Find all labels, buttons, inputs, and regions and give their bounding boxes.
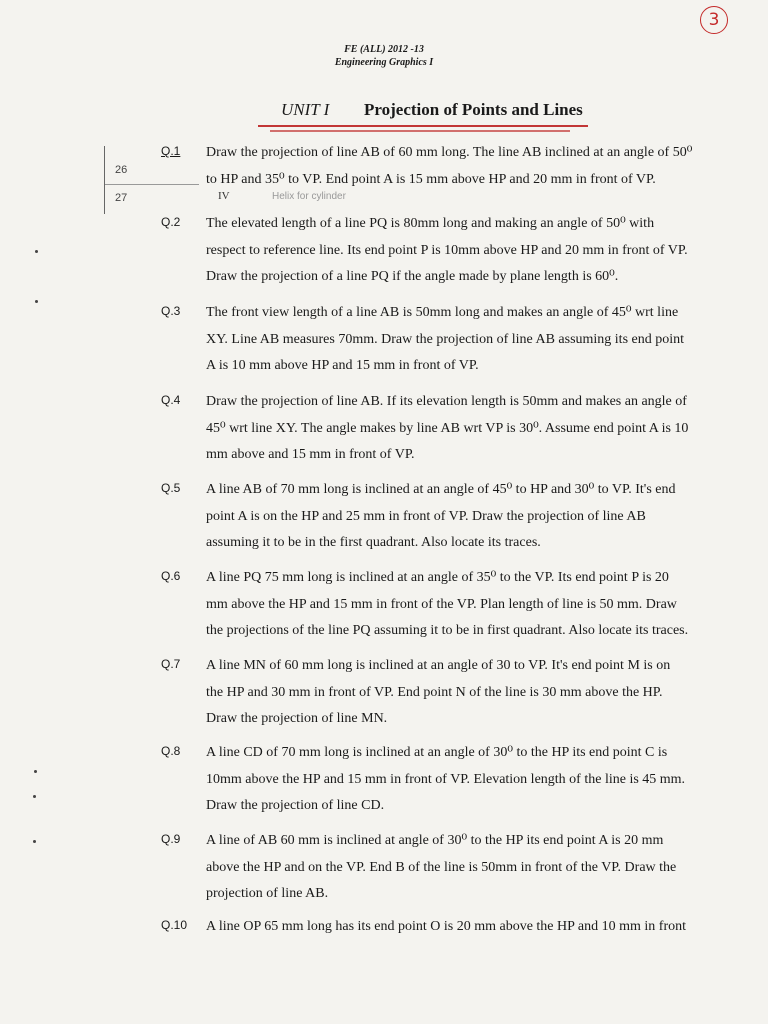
question-number: Q.7 — [161, 657, 181, 671]
question-line: projection of line AB. — [206, 886, 329, 902]
question-line: mm above the HP and 15 mm in front of the VP. Plan length of line is 50 mm. Draw — [206, 596, 677, 612]
question-line: 45⁰ wrt line XY. The angle makes by line AB wrt VP is 30⁰. Assume end point A is 10 — [206, 420, 689, 436]
scan-speck — [35, 300, 38, 303]
question-text — [206, 565, 709, 645]
question-number: Q.10 — [161, 918, 188, 932]
question-line: mm above and 15 mm in front of VP. — [206, 447, 415, 463]
question-number: Q.6 — [161, 569, 181, 583]
question-line: assuming it to be in the first quadrant. Also locate its traces. — [206, 535, 541, 551]
question-line: Draw the projection of a line PQ if the angle made by plane length is 60⁰. — [206, 269, 619, 285]
question-line: The elevated length of a line PQ is 80mm long and making an angle of 50⁰ with — [206, 216, 655, 231]
question-line: respect to reference line. Its end point P is 10mm above HP and 20 mm in front of VP. — [206, 242, 688, 258]
question-line: above the HP and on the VP. End B of the line is 50mm in front of the VP. Draw the — [206, 859, 677, 875]
title-underline-red-2 — [270, 130, 570, 132]
question-line: A line CD of 70 mm long is inclined at an angle of 30⁰ to the HP its end point C is — [206, 745, 668, 760]
question-number: Q.5 — [161, 481, 181, 495]
margin-number-26: 26 — [115, 164, 128, 176]
question-number: Q.8 — [161, 744, 181, 758]
question-line: A line AB of 70 mm long is inclined at an angle of 45⁰ to HP and 30⁰ to VP. It's end — [206, 482, 676, 497]
margin-note-box — [104, 146, 199, 214]
scan-speck — [33, 840, 36, 843]
header-subject: Engineering Graphics I — [334, 57, 434, 68]
margin-roman-iv: IV — [218, 190, 230, 202]
question-number: Q.3 — [161, 304, 181, 318]
question-number: Q.9 — [161, 832, 181, 846]
scan-speck — [34, 770, 37, 773]
question-line: point A is on the HP and 25 mm in front of VP. Draw the projection of line AB — [206, 508, 646, 524]
question-text — [206, 300, 709, 380]
question-line: A line PQ 75 mm long is inclined at an angle of 35⁰ to the VP. Its end point P is 20 — [206, 570, 669, 585]
question-text — [206, 389, 709, 469]
question-line: Draw the projection of line MN. — [206, 711, 388, 727]
question-line: XY. Line AB measures 70mm. Draw the projection of line AB assuming its end point — [206, 331, 685, 347]
question-number: Q.1 — [161, 144, 181, 158]
faint-margin-note: Helix for cylinder — [272, 191, 346, 202]
question-line: the HP and 30 mm in front of VP. End point N of the line is 30 mm above the HP. — [206, 684, 663, 700]
question-text — [206, 211, 709, 291]
question-line: A line OP 65 mm long has its end point O is 20 mm above the HP and 10 mm in front — [206, 919, 686, 934]
question-line: Draw the projection of line AB of 60 mm long. The line AB inclined at an angle of 50⁰ — [206, 145, 693, 160]
question-number: Q.2 — [161, 215, 181, 229]
question-line: The front view length of a line AB is 50mm long and makes an angle of 45⁰ wrt line — [206, 305, 679, 320]
question-line: to HP and 35⁰ to VP. End point A is 15 mm above HP and 20 mm in front of VP. — [206, 171, 656, 187]
scan-speck — [33, 795, 36, 798]
unit-label: UNIT I — [281, 100, 330, 119]
question-line: A is 10 mm above HP and 15 mm in front of VP. — [206, 358, 479, 374]
scan-speck — [35, 250, 38, 253]
question-text — [206, 828, 709, 908]
question-line: A line of AB 60 mm is inclined at angle of 30⁰ to the HP its end point A is 20 mm — [206, 833, 664, 848]
question-text — [206, 740, 709, 820]
question-line: the projections of the line PQ assuming it to be in first quadrant. Also locate its traces. — [206, 623, 689, 639]
margin-divider — [105, 184, 199, 185]
question-line: Draw the projection of line CD. — [206, 798, 385, 814]
header-course: FE (ALL) 2012 -13 — [344, 44, 424, 55]
question-line: A line MN of 60 mm long is inclined at an angle of 30 to VP. It's end point M is on — [206, 658, 671, 673]
question-text — [206, 140, 709, 193]
question-text — [206, 914, 709, 941]
unit-title: Projection of Points and Lines — [364, 100, 583, 119]
question-line: 10mm above the HP and 15 mm in front of VP. Elevation length of the line is 45 mm. — [206, 771, 686, 787]
question-text — [206, 653, 709, 733]
question-text — [206, 477, 709, 557]
margin-number-27: 27 — [115, 192, 128, 204]
title-underline-red — [258, 125, 588, 127]
page-number-circle: 3 — [700, 6, 728, 34]
question-line: Draw the projection of line AB. If its elevation length is 50mm and makes an angle of — [206, 394, 687, 409]
question-number: Q.4 — [161, 393, 181, 407]
